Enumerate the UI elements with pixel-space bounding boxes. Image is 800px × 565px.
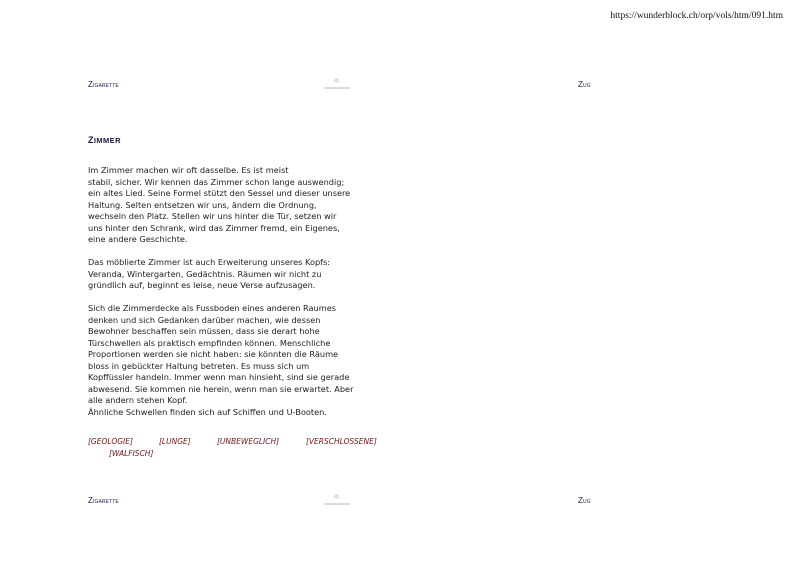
link-unbeweglich[interactable]: [UNBEWEGLICH]	[217, 437, 280, 446]
bottom-navigation	[88, 496, 591, 510]
paragraph: Das möblierte Zimmer ist auch Erweiterung unseres Kopfs: Veranda, Wintergarten, Gedächtnis. Räumen wir nicht zu gründlich auf, beginnt es leise, neue Verse aufzusagen.	[88, 257, 331, 290]
diamond-dot-icon	[334, 494, 339, 499]
diamond-dot-icon	[334, 78, 339, 83]
link-lunge[interactable]: [LUNGE]	[159, 437, 191, 446]
article-body	[88, 165, 388, 430]
underline-divider	[324, 87, 350, 89]
paragraph: Sich die Zimmerdecke als Fussboden eines anderen Raumes denken und sich Gedanken darüber machen, wie dessen Bewohner beschaffen sein müssen, dass sie derart hohe Türschwellen als praktisch empfinden können. Menschliche Proportionen werden sie nicht haben: sie könnten die Räume bloss in gebückter Haltung betreten. Es muss sich um Kopffüssler handeln. Immer wenn man hinsieht, sind sie gerade abwesend. Sie kommen nie herein, wenn man sie erwartet. Aber alle andern stehen Kopf. Ähnliche Schwellen finden sich auf Schiffen und U-Booten.	[88, 303, 354, 417]
home-button[interactable]	[324, 78, 350, 90]
next-link[interactable]: zug	[578, 496, 591, 505]
prev-link[interactable]: Zigarette	[88, 80, 119, 89]
title-rest: IMMER	[93, 136, 121, 145]
link-geologie[interactable]: [GEOLOGIE]	[88, 437, 133, 446]
top-navigation	[88, 80, 591, 94]
prev-link[interactable]: Zigarette	[88, 496, 119, 505]
title-initial: Z	[88, 135, 94, 145]
page-url: https://wunderblock.ch/orp/vols/htm/091.htm	[610, 11, 783, 21]
underline-divider	[324, 503, 350, 505]
home-button[interactable]	[324, 494, 350, 506]
page-title	[88, 135, 121, 145]
next-link[interactable]: zug	[578, 80, 591, 89]
link-verschlossene[interactable]: [VERSCHLOSSENE]	[306, 437, 377, 446]
paragraph: Im Zimmer machen wir oft dasselbe. Es ist meist stabil, sicher. Wir kennen das Zimmer schon lange auswendig; ein altes Lied. Seine Formel stützt den Sessel und dieser unsere Haltung. Selten entsetzen wir uns, ändern die Ordnung, wechseln den Platz. Stellen wir uns hinter die Tür, setzen wir uns hinter den Schrank, wird das Zimmer fremd, ein Eigenes, eine andere Geschichte.	[88, 165, 351, 244]
link-walfisch[interactable]: [WALFISCH]	[109, 449, 154, 458]
